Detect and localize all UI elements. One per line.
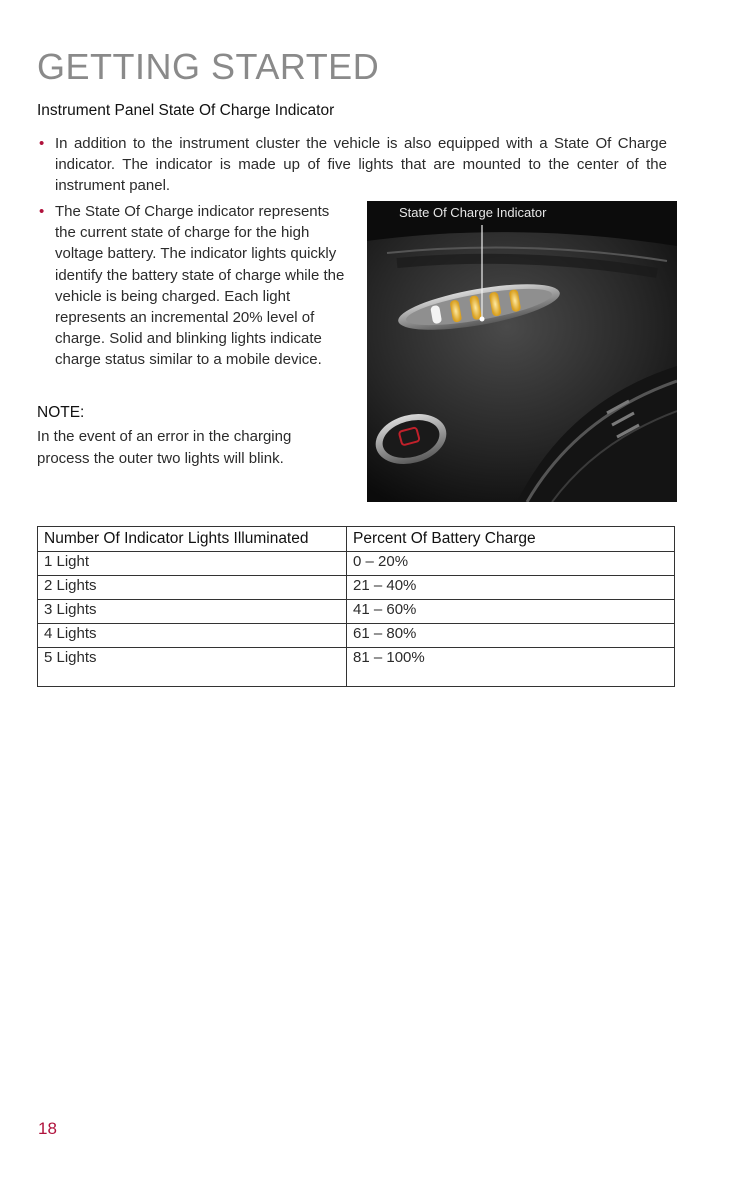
- table-row: [38, 624, 675, 648]
- bullet-text: In addition to the instrument cluster the vehicle is also equipped with a State Of Charge indicator. The indicator is made up of five lights that are mounted to the center of the instrument panel.: [55, 135, 667, 195]
- table-cell: 2 Lights: [38, 576, 347, 600]
- bullet-item: [37, 201, 349, 371]
- table-cell: 21 – 40%: [347, 576, 675, 600]
- column-header: Percent Of Battery Charge: [347, 527, 675, 552]
- table-cell: 4 Lights: [38, 624, 347, 648]
- table-row: [38, 600, 675, 624]
- column-header: Number Of Indicator Lights Illuminated: [38, 527, 347, 552]
- table-cell: 61 – 80%: [347, 624, 675, 648]
- table-header-row: [38, 527, 675, 552]
- state-of-charge-photo: [367, 201, 677, 502]
- table-row: [38, 576, 675, 600]
- table-cell: 5 Lights: [38, 648, 347, 687]
- charge-level-table: [37, 526, 675, 687]
- table-row: [38, 552, 675, 576]
- table-cell: 0 – 20%: [347, 552, 675, 576]
- subheading: Instrument Panel State Of Charge Indicator: [37, 102, 335, 119]
- page-number: 18: [38, 1119, 57, 1138]
- section-title: GETTING STARTED: [37, 46, 380, 87]
- bullet-item: [37, 133, 667, 197]
- table-cell: 1 Light: [38, 552, 347, 576]
- dashboard-illustration: [367, 201, 677, 502]
- bullet-text: The State Of Charge indicator represents the current state of charge for the high voltage battery. The indicator lights quickly identify the battery state of charge while the vehicle is being charged. Each light represents an incremental 20% level of charge. Solid and blinking lights indicate charge status similar to a mobile device.: [55, 203, 345, 369]
- table-cell: 41 – 60%: [347, 600, 675, 624]
- note-label: NOTE:: [37, 404, 85, 421]
- note-text: In the event of an error in the charging process the outer two lights will blink.: [37, 428, 292, 467]
- bullet-dot-icon: •: [39, 135, 45, 152]
- photo-caption: State Of Charge Indicator: [399, 205, 547, 220]
- table-cell: 3 Lights: [38, 600, 347, 624]
- table-cell: 81 – 100%: [347, 648, 675, 687]
- table-row: [38, 648, 675, 687]
- bullet-dot-icon: •: [39, 203, 45, 220]
